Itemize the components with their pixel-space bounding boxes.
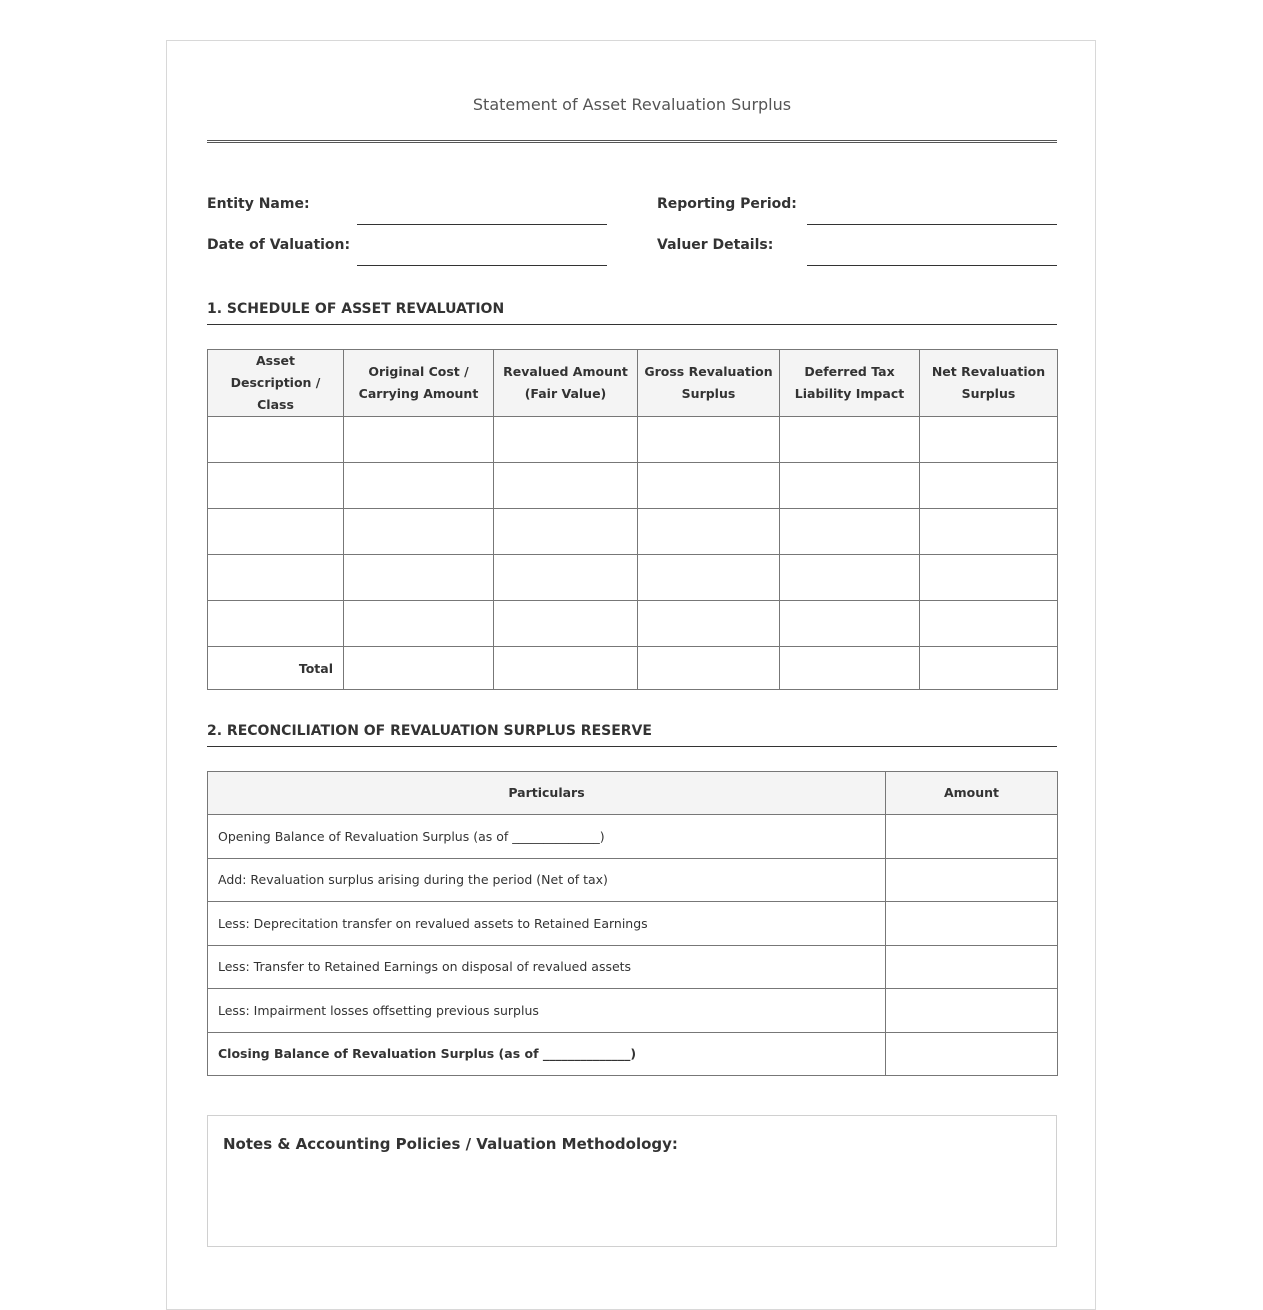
table-cell[interactable] — [208, 601, 344, 647]
table-cell[interactable] — [494, 463, 638, 509]
table-cell[interactable] — [494, 417, 638, 463]
table-row — [208, 509, 1058, 555]
table-header-row — [208, 350, 1058, 417]
particulars-cell: Less: Impairment losses offsetting previous surplus — [208, 989, 886, 1033]
table-cell[interactable] — [208, 509, 344, 555]
table-cell[interactable] — [920, 509, 1058, 555]
section-1-heading: 1. SCHEDULE OF ASSET REVALUATION — [207, 301, 1057, 325]
particulars-cell: Less: Transfer to Retained Earnings on disposal of revalued assets — [208, 945, 886, 989]
reconciliation-table — [207, 771, 1058, 1076]
table-cell[interactable] — [780, 509, 920, 555]
table-header-row — [208, 772, 1058, 815]
table-cell[interactable] — [780, 601, 920, 647]
particulars-header: Particulars — [208, 772, 886, 815]
total-cell[interactable] — [920, 647, 1058, 690]
document-title: Statement of Asset Revaluation Surplus — [472, 95, 792, 114]
particulars-cell: Opening Balance of Revaluation Surplus (as of ______________) — [208, 815, 886, 859]
table-cell[interactable] — [494, 601, 638, 647]
table-cell[interactable] — [344, 417, 494, 463]
column-header: Deferred Tax Liability Impact — [780, 350, 920, 417]
table-row — [208, 601, 1058, 647]
amount-cell[interactable] — [886, 1032, 1058, 1076]
table-cell[interactable] — [920, 417, 1058, 463]
column-header: Revalued Amount (Fair Value) — [494, 350, 638, 417]
date-of-valuation-field[interactable] — [357, 265, 607, 266]
section-2-heading: 2. RECONCILIATION OF REVALUATION SURPLUS RESERVE — [207, 723, 1057, 747]
reporting-period-label: Reporting Period: — [657, 196, 797, 212]
table-row — [208, 858, 1058, 902]
entity-name-label: Entity Name: — [207, 196, 310, 212]
table-cell[interactable] — [344, 555, 494, 601]
amount-cell[interactable] — [886, 945, 1058, 989]
table-cell[interactable] — [638, 601, 780, 647]
total-cell[interactable] — [344, 647, 494, 690]
title-divider — [207, 140, 1057, 143]
table-cell[interactable] — [494, 555, 638, 601]
column-header: Asset Description / Class — [208, 350, 344, 417]
table-cell[interactable] — [780, 555, 920, 601]
notes-title: Notes & Accounting Policies / Valuation Methodology: — [223, 1135, 678, 1153]
particulars-cell: Less: Deprecitation transfer on revalued assets to Retained Earnings — [208, 902, 886, 946]
notes-box[interactable] — [207, 1115, 1057, 1247]
amount-cell[interactable] — [886, 989, 1058, 1033]
table-cell[interactable] — [920, 555, 1058, 601]
column-header: Net Revaluation Surplus — [920, 350, 1058, 417]
total-cell[interactable] — [494, 647, 638, 690]
amount-cell[interactable] — [886, 902, 1058, 946]
table-row — [208, 555, 1058, 601]
table-row — [208, 945, 1058, 989]
amount-cell[interactable] — [886, 815, 1058, 859]
table-cell[interactable] — [780, 417, 920, 463]
total-row — [208, 647, 1058, 690]
column-header: Gross Revaluation Surplus — [638, 350, 780, 417]
total-label: Total — [208, 647, 344, 690]
table-cell[interactable] — [344, 509, 494, 555]
table-cell[interactable] — [494, 509, 638, 555]
total-cell[interactable] — [780, 647, 920, 690]
table-cell[interactable] — [344, 463, 494, 509]
table-cell[interactable] — [208, 555, 344, 601]
table-cell[interactable] — [208, 463, 344, 509]
document-page — [166, 40, 1096, 1310]
valuer-details-label: Valuer Details: — [657, 237, 774, 253]
particulars-cell: Add: Revaluation surplus arising during the period (Net of tax) — [208, 858, 886, 902]
valuer-details-field[interactable] — [807, 265, 1057, 266]
table-cell[interactable] — [638, 509, 780, 555]
table-row — [208, 989, 1058, 1033]
closing-balance-row — [208, 1032, 1058, 1076]
asset-revaluation-table — [207, 349, 1058, 690]
table-cell[interactable] — [638, 555, 780, 601]
total-cell[interactable] — [638, 647, 780, 690]
entity-name-field[interactable] — [357, 224, 607, 225]
table-cell[interactable] — [208, 417, 344, 463]
particulars-cell: Closing Balance of Revaluation Surplus (as of ______________) — [208, 1032, 886, 1076]
amount-cell[interactable] — [886, 858, 1058, 902]
table-row — [208, 902, 1058, 946]
reporting-period-field[interactable] — [807, 224, 1057, 225]
table-cell[interactable] — [780, 463, 920, 509]
table-row — [208, 815, 1058, 859]
table-cell[interactable] — [344, 601, 494, 647]
amount-header: Amount — [886, 772, 1058, 815]
table-cell[interactable] — [638, 463, 780, 509]
table-row — [208, 417, 1058, 463]
table-row — [208, 463, 1058, 509]
column-header: Original Cost / Carrying Amount — [344, 350, 494, 417]
date-of-valuation-label: Date of Valuation: — [207, 237, 351, 253]
table-cell[interactable] — [638, 417, 780, 463]
table-cell[interactable] — [920, 601, 1058, 647]
table-cell[interactable] — [920, 463, 1058, 509]
